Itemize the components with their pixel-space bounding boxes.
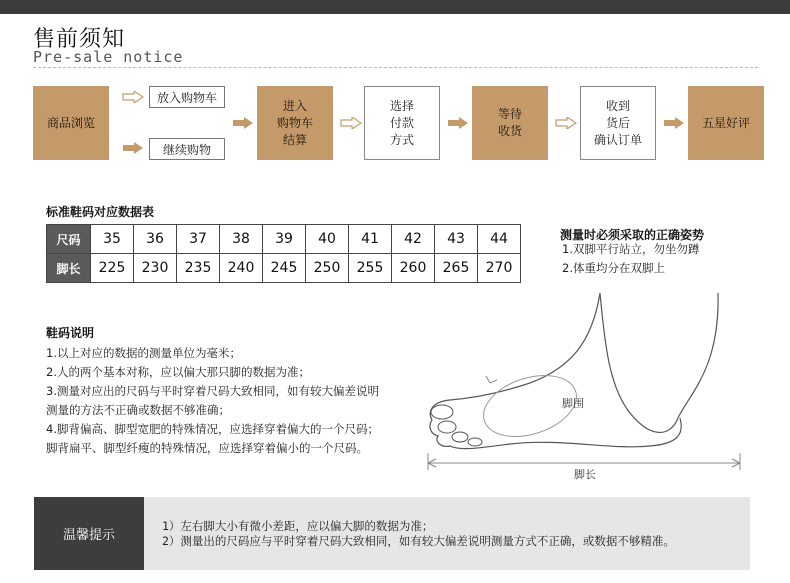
length-cell: 255	[349, 254, 392, 283]
girth-label: 脚围	[562, 397, 584, 410]
length-label: 脚长	[574, 468, 596, 481]
size-cell: 41	[349, 225, 392, 254]
page-title: 售前须知	[33, 27, 126, 52]
posture-list	[562, 240, 699, 278]
size-cell: 43	[435, 225, 478, 254]
note-line: 1.以上对应的数据的测量单位为毫米；	[46, 346, 241, 360]
tip-line: 1）左右脚大小有微小差距，应以偏大脚的数据为准；	[162, 519, 434, 533]
size-row	[47, 225, 521, 254]
size-table	[46, 224, 521, 283]
arrow-solid-icon	[663, 117, 685, 129]
length-cell: 260	[392, 254, 435, 283]
title-divider	[33, 67, 758, 68]
length-cell: 235	[177, 254, 220, 283]
notes-list	[46, 344, 406, 458]
size-table-title: 标准鞋码对应数据表	[46, 205, 155, 219]
step-payment: 选择 付款 方式	[364, 86, 440, 160]
step-add-cart: 放入购物车	[149, 86, 225, 108]
tips-label: 温馨提示	[34, 497, 144, 570]
size-cell: 36	[134, 225, 177, 254]
step-browse: 商品浏览	[33, 86, 109, 160]
length-cell: 270	[478, 254, 521, 283]
note-line: 测量的方法不正确或数据不够准确；	[46, 403, 230, 417]
arrow-outline-icon	[122, 91, 144, 103]
size-cell: 38	[220, 225, 263, 254]
tips-panel	[34, 497, 750, 570]
arrow-solid-icon	[232, 117, 254, 129]
note-line: 脚背扁平、脚型纤瘦的特殊情况，应选择穿着偏小的一个尺码。	[46, 441, 368, 455]
note-line: 3.测量对应出的尺码与平时穿着尺码大致相同，如有较大偏差说明	[46, 384, 379, 398]
arrow-solid-icon	[447, 117, 469, 129]
length-cell: 240	[220, 254, 263, 283]
size-cell: 44	[478, 225, 521, 254]
length-row	[47, 254, 521, 283]
posture-line: 1.双脚平行站立，勿坐勿蹲	[562, 242, 700, 256]
arrow-solid-icon	[122, 142, 144, 154]
tips-text	[162, 519, 675, 549]
posture-title: 测量时必须采取的正确姿势	[560, 228, 705, 242]
page-subtitle: Pre-sale notice	[33, 48, 184, 66]
size-cell: 42	[392, 225, 435, 254]
tip-line: 2）测量出的尺码应与平时穿着尺码大致相同，如有较大偏差说明测量方式不正确，或数据不够精准。	[162, 534, 675, 548]
size-cell: 39	[263, 225, 306, 254]
step-checkout: 进入 购物车 结算	[257, 86, 333, 160]
size-cell: 35	[91, 225, 134, 254]
arrow-outline-icon	[555, 117, 577, 129]
size-row-label: 尺码	[47, 225, 91, 254]
note-line: 2.人的两个基本对称，应以偏大那只脚的数据为准；	[46, 365, 310, 379]
notes-title: 鞋码说明	[46, 326, 95, 340]
step-wait: 等待 收货	[472, 86, 548, 160]
length-cell: 230	[134, 254, 177, 283]
length-cell: 225	[91, 254, 134, 283]
arrow-outline-icon	[340, 117, 362, 129]
step-confirm: 收到 货后 确认订单	[580, 86, 656, 160]
length-cell: 265	[435, 254, 478, 283]
step-review: 五星好评	[688, 86, 764, 160]
length-row-label: 脚长	[47, 254, 91, 283]
note-line: 4.脚背偏高、脚型宽肥的特殊情况，应选择穿着偏大的一个尺码；	[46, 422, 379, 436]
length-cell: 245	[263, 254, 306, 283]
foot-diagram	[420, 288, 750, 478]
top-bar	[0, 0, 790, 14]
step-continue-shopping: 继续购物	[149, 138, 225, 160]
length-cell: 250	[306, 254, 349, 283]
size-cell: 37	[177, 225, 220, 254]
size-cell: 40	[306, 225, 349, 254]
posture-line: 2.体重均分在双脚上	[562, 261, 665, 275]
